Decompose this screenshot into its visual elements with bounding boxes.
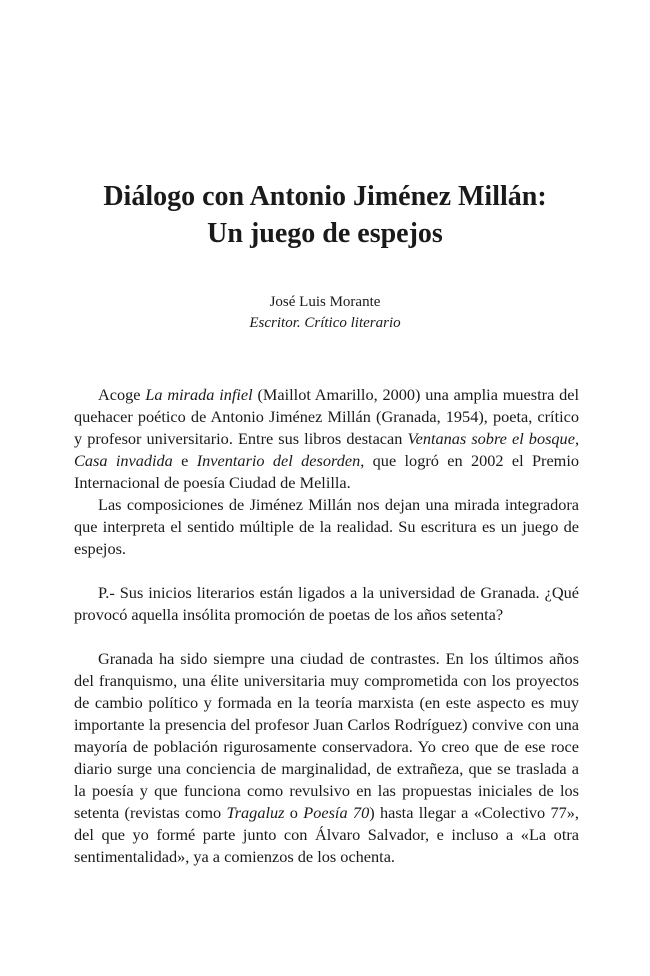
text-run: e (172, 451, 197, 470)
interview-question: P.- Sus inicios literarios están ligados a la universidad de Granada. ¿Qué provocó aquella insólita promoción de poetas de los años setenta? (74, 583, 579, 624)
journal-title: Poesía 70 (303, 803, 370, 822)
article-body (74, 384, 579, 868)
paragraph-intro (74, 384, 579, 494)
interview-answer (74, 648, 579, 868)
author-name: José Luis Morante (269, 294, 381, 310)
author-block (0, 292, 650, 334)
text-run: Granada ha sido siempre una ciudad de contrastes. En los últimos años del franquismo, una élite universitaria muy comprometida con los proyectos de cambio político y formada en la teoría marxista (en este aspecto es muy importante la presencia del profesor Juan Carlos Rodríguez) convive con una mayoría de población rigurosamente conservadora. Yo creo que de ese roce diario surge una conciencia de marginalidad, de extrañeza, que se traslada a la poesía y que funciona como revulsivo en las propuestas iniciales de los setenta (revistas como (74, 649, 579, 822)
text-run: (Maillot Amarillo, 2000) una amplia muestra del quehacer poético de Antonio Jiménez Millán (Granada, 1954), poeta, crítico y profesor universitario. Entre sus libros destacan (74, 385, 580, 448)
paragraph-gap (74, 626, 579, 648)
book-title: Casa invadida (74, 451, 173, 470)
journal-title: Tragaluz (226, 803, 285, 822)
text-run: Acoge (98, 385, 146, 404)
book-title: Ventanas sobre el bosque (407, 429, 575, 448)
author-role: Escritor. Crítico literario (249, 315, 401, 331)
text-run: ) hasta llegar a «Colectivo 77», del que yo formé parte junto con Álvaro Salvador, e incluso a «La otra sentimentalidad», ya a comienzos de los ochenta. (74, 803, 579, 866)
book-title: Inventario del desorden (196, 451, 361, 470)
paragraph-summary: Las composiciones de Jiménez Millán nos dejan una mirada integradora que interpreta el sentido múltiple de la realidad. Su escritura es un juego de espejos. (74, 495, 579, 558)
text-run: , que logró en 2002 el Premio Internacional de poesía Ciudad de Melilla. (74, 451, 580, 492)
text-run: , (574, 429, 580, 448)
title-line-1: Diálogo con Antonio Jiménez Millán: (103, 181, 547, 212)
text-run: o (284, 803, 304, 822)
paragraph-gap (74, 560, 579, 582)
article-title (0, 178, 650, 252)
title-line-2: Un juego de espejos (207, 218, 443, 249)
book-title: La mirada infiel (145, 385, 253, 404)
